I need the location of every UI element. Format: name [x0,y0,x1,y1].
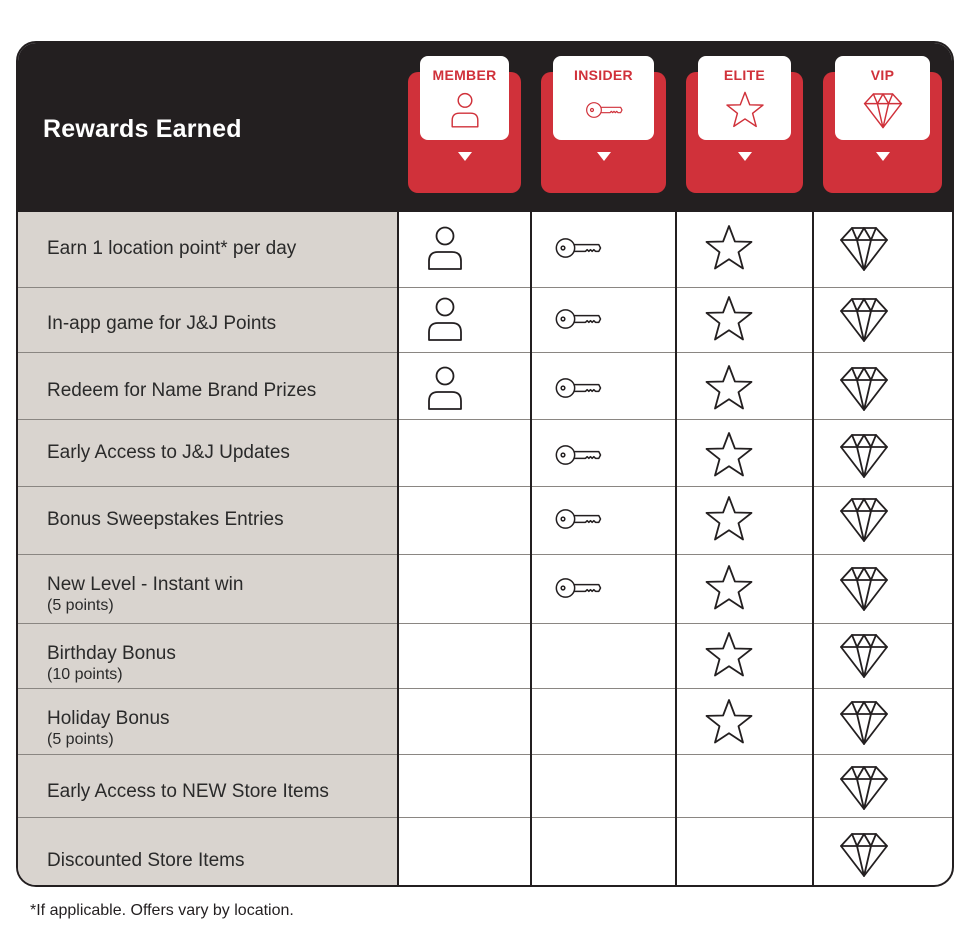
star-icon [704,563,754,613]
feature-name: Holiday Bonus [47,708,170,729]
person-icon [420,223,470,273]
tier-header-vip [813,43,952,212]
tier-badge [698,56,791,140]
star-icon [704,697,754,747]
feature-label [47,781,329,803]
tier-badge [835,56,930,140]
tier-badge-pointer [876,152,890,161]
feature-name: Discounted Store Items [47,850,245,871]
tier-header-member [398,43,531,212]
feature-name: In-app game for J&J Points [47,313,277,334]
feature-points: (5 points) [47,597,114,614]
tier-header-elite [676,43,813,212]
feature-label [47,574,243,616]
person-icon [420,294,470,344]
feature-name: Earn 1 location point* per day [47,238,297,259]
diamond-icon [863,90,903,130]
feature-label [47,509,284,531]
diamond-icon [839,630,889,680]
person-icon [420,363,470,413]
feature-label [47,380,316,402]
key-icon [553,223,603,273]
star-icon [704,294,754,344]
star-icon [704,494,754,544]
feature-name: New Level - Instant win [47,574,244,595]
diamond-icon [839,494,889,544]
tier-header-insider [531,43,676,212]
star-icon [704,363,754,413]
tier-badge [553,56,654,140]
feature-name: Redeem for Name Brand Prizes [47,380,317,401]
feature-label [47,708,170,750]
key-icon [553,294,603,344]
diamond-icon [839,430,889,480]
diamond-icon [839,563,889,613]
tier-label: INSIDER [574,67,633,83]
tier-label: VIP [870,67,895,83]
footnote: *If applicable. Offers vary by location. [30,902,294,919]
key-icon [553,563,603,613]
key-icon [584,90,624,130]
table-title: Rewards Earned [43,115,242,143]
key-icon [553,363,603,413]
tier-label: ELITE [723,67,766,83]
feature-label [47,643,176,685]
tier-badge-pointer [738,152,752,161]
tier-badge [420,56,509,140]
feature-name: Bonus Sweepstakes Entries [47,509,284,530]
diamond-icon [839,223,889,273]
tier-badge-pointer [597,152,611,161]
feature-points: (5 points) [47,731,114,748]
star-icon [725,90,765,130]
feature-label [47,850,244,872]
diamond-icon [839,829,889,879]
feature-name: Early Access to J&J Updates [47,442,290,463]
star-icon [704,223,754,273]
key-icon [553,430,603,480]
diamond-icon [839,294,889,344]
rewards-table [16,41,954,887]
feature-points: (10 points) [47,666,123,683]
star-icon [704,430,754,480]
tier-badge-pointer [458,152,472,161]
diamond-icon [839,697,889,747]
diamond-icon [839,363,889,413]
feature-name: Early Access to NEW Store Items [47,781,329,802]
feature-name: Birthday Bonus [47,643,176,664]
diamond-icon [839,762,889,812]
feature-label [47,442,290,464]
feature-label [47,313,276,335]
person-icon [445,90,485,130]
feature-label [47,238,296,260]
key-icon [553,494,603,544]
star-icon [704,630,754,680]
tier-label: MEMBER [432,67,497,83]
